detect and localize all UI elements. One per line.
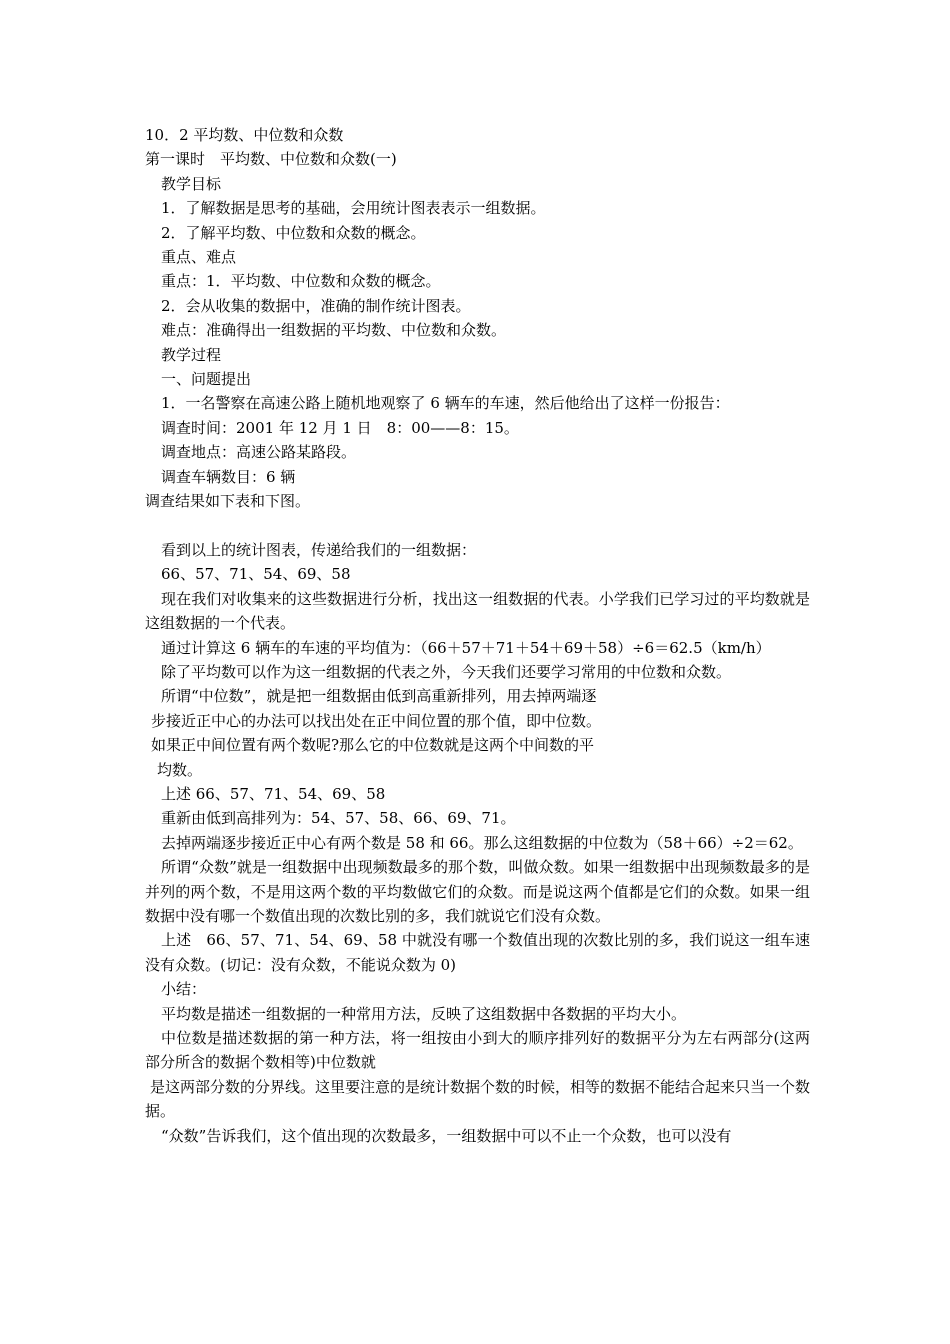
median-definition-3: 如果正中间位置有两个数呢?那么它的中位数就是这两个中间数的平 — [151, 736, 595, 755]
lesson-title: 第一课时 平均数、中位数和众数(一) — [145, 150, 397, 169]
paragraph-analysis: 现在我们对收集来的这些数据进行分析，找出这一组数据的代表。小学我们已学习过的平均数就是这组数据的一个代表。 — [145, 589, 810, 633]
summary-heading: 小结： — [161, 980, 207, 999]
survey-place: 调查地点：高速公路某路段。 — [161, 443, 357, 462]
key-point-2: 2．会从收集的数据中，准确的制作统计图表。 — [161, 296, 471, 315]
summary-median-continued: 是这两部分数的分界线。这里要注意的是统计数据个数的时候，相等的数据不能结合起来只当一个数据。 — [145, 1077, 811, 1121]
summary-median: 中位数是描述数据的第一种方法，将一组按由小到大的顺序排列好的数据平分为左右两部分(这两部分所含的数据个数相等)中位数就 — [145, 1029, 810, 1072]
mode-example: 上述 66、57、71、54、69、58 中就没有哪一个数值出现的次数比别的多，我们说这一组车速没有众数。(切记：没有众数，不能说众数为 0) — [145, 931, 810, 974]
goals-heading: 教学目标 — [161, 174, 222, 193]
process-heading: 教学过程 — [161, 345, 222, 364]
paragraph-average: 通过计算这 6 辆车的车速的平均值为：（66＋57＋71＋54＋69＋58）÷6＝62.5（km/h） — [161, 638, 771, 657]
median-definition-4: 均数。 — [157, 760, 203, 779]
key-heading: 重点、难点 — [161, 248, 237, 267]
paragraph-data-intro: 看到以上的统计图表，传递给我们的一组数据： — [161, 540, 477, 559]
data-list: 66、57、71、54、69、58 — [161, 565, 351, 584]
summary-mean: 平均数是描述一组数据的一种常用方法，反映了这组数据中各数据的平均大小。 — [161, 1004, 687, 1023]
paragraph-intro-median-mode: 除了平均数可以作为这一组数据的代表之外，今天我们还要学习常用的中位数和众数。 — [161, 662, 732, 681]
survey-results: 调查结果如下表和下图。 — [145, 492, 311, 511]
data-sorted: 重新由低到高排列为：54、57、58、66、69、71。 — [161, 809, 516, 828]
summary-mode: “众数”告诉我们，这个值出现的次数最多，一组数据中可以不止一个众数，也可以没有 — [161, 1126, 732, 1145]
median-definition-2: 步接近正中心的办法可以找出处在正中间位置的那个值，即中位数。 — [151, 711, 602, 730]
data-restated: 上述 66、57、71、54、69、58 — [161, 784, 386, 803]
survey-count: 调查车辆数目：6 辆 — [161, 467, 296, 486]
blank-line — [145, 514, 850, 538]
problem-1: 1．一名警察在高速公路上随机地观察了 6 辆车的车速，然后他给出了这样一份报告： — [161, 394, 730, 413]
mode-definition: 所谓“众数”就是一组数据中出现频数最多的那个数，叫做众数。如果一组数据中出现频数最多的是并列的两个数，不是用这两个数的平均数做它们的众数。而是说这两个值都是它们的众数。如果一组数据中没有哪一个数值出现的次数比别的多，我们就说它们没有众数。 — [145, 858, 810, 925]
median-definition-1: 所谓“中位数”，就是把一组数据由低到高重新排列，用去掉两端逐 — [161, 687, 597, 706]
survey-time: 调查时间：2001 年 12 月 1 日 8：00——8：15。 — [161, 418, 519, 437]
key-point-1: 重点：1．平均数、中位数和众数的概念。 — [161, 272, 441, 291]
section-1-heading: 一、问题提出 — [161, 370, 252, 389]
goal-2: 2．了解平均数、中位数和众数的概念。 — [161, 223, 426, 242]
section-title: 10．2 平均数、中位数和众数 — [145, 126, 344, 144]
difficulty: 难点：准确得出一组数据的平均数、中位数和众数。 — [161, 321, 507, 340]
goal-1: 1．了解数据是思考的基础，会用统计图表表示一组数据。 — [161, 199, 546, 218]
median-calculation: 去掉两端逐步接近正中心有两个数是 58 和 66。那么这组数据的中位数为（58＋66）÷2＝62。 — [161, 833, 803, 852]
